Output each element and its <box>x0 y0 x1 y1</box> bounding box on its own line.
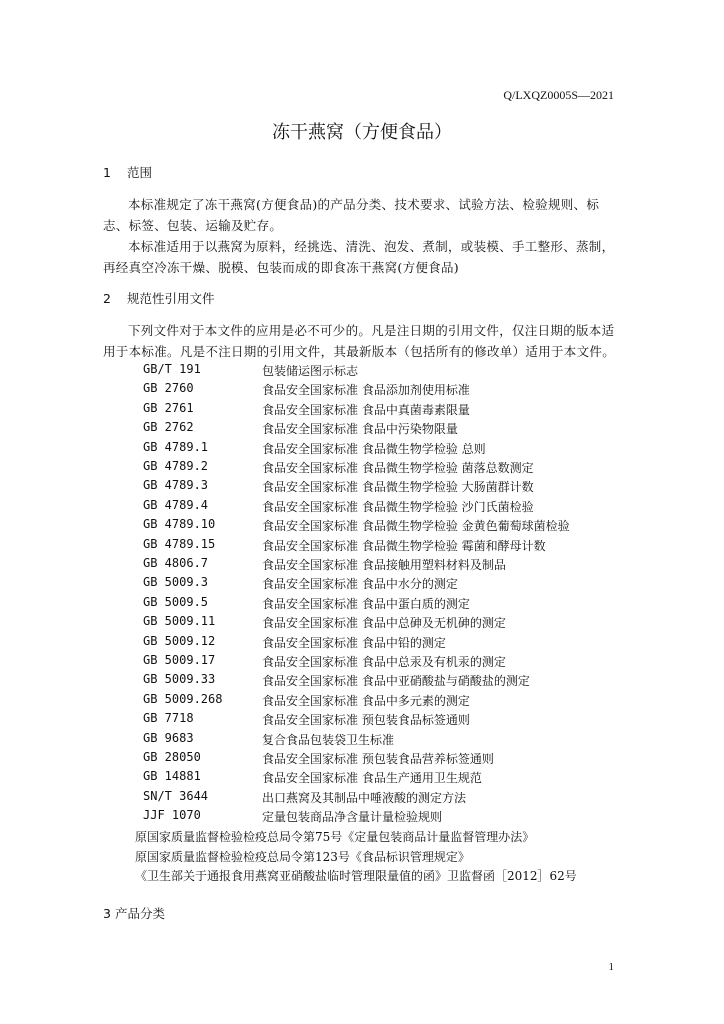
reference-code: GB 2762 <box>143 420 194 435</box>
reference-title: 食品安全国家标准 食品中污染物限量 <box>262 422 458 437</box>
reference-title: 食品安全国家标准 食品微生物学检验 大肠菌群计数 <box>262 480 534 495</box>
references-intro: 下列文件对于本文件的应用是必不可少的。凡是注日期的引用文件，仅注日期的版本适用于本标准。凡是不注日期的引用文件，其最新版本（包括所有的修改单）适用于本文件。 <box>103 323 616 359</box>
section-number: 3 <box>103 906 111 921</box>
reference-code: GB 5009.11 <box>143 614 216 629</box>
reference-code: GB 9683 <box>143 730 194 745</box>
section-title: 产品分类 <box>114 906 165 921</box>
extra-reference: 原国家质量监督检验检疫总局令第123号《食品标识管理规定》 <box>135 850 470 864</box>
section-heading-references <box>103 289 215 307</box>
reference-title: 食品安全国家标准 食品添加剂使用标准 <box>262 383 470 398</box>
reference-code: GB 2761 <box>143 400 194 415</box>
reference-code: GB 5009.33 <box>143 672 216 687</box>
section-number: 1 <box>103 165 111 180</box>
reference-code: GB/T 191 <box>143 362 201 376</box>
reference-code: GB 4789.4 <box>143 497 209 512</box>
reference-title: 食品安全国家标准 食品中多元素的测定 <box>262 693 470 708</box>
reference-title: 食品安全国家标准 食品微生物学检验 霉菌和酵母计数 <box>262 538 546 553</box>
reference-title: 食品安全国家标准 食品微生物学检验 金黄色葡萄球菌检验 <box>262 519 570 534</box>
reference-title: 食品安全国家标准 食品中亚硝酸盐与硝酸盐的测定 <box>262 674 530 689</box>
reference-title: 复合食品包装袋卫生标准 <box>262 732 395 747</box>
section-title: 规范性引用文件 <box>127 291 215 306</box>
reference-code: GB 4789.10 <box>143 517 216 532</box>
reference-title: 包装储运图示标志 <box>262 364 359 378</box>
reference-code: GB 5009.17 <box>143 653 216 667</box>
document-code: Q/LXQZ0005S—2021 <box>503 88 614 102</box>
page-title: 冻干燕窝（方便食品） <box>272 122 452 143</box>
reference-code: GB 14881 <box>143 769 201 784</box>
reference-title: 食品安全国家标准 食品生产通用卫生规范 <box>262 771 482 786</box>
reference-title: 食品安全国家标准 食品微生物学检验 总则 <box>262 441 486 456</box>
reference-code: GB 4789.15 <box>143 536 216 551</box>
reference-code: GB 4789.3 <box>143 478 209 493</box>
reference-title: 食品安全国家标准 食品微生物学检验 菌落总数测定 <box>262 461 534 475</box>
section-title: 范围 <box>127 165 153 180</box>
scope-paragraph: 本标准规定了冻干燕窝(方便食品)的产品分类、技术要求、试验方法、检验规则、标志、标签、包装、运输及贮存。 <box>103 197 600 233</box>
scope-paragraph: 本标准适用于以燕窝为原料，经挑选、清洗、泡发、煮制，或装模、手工整形、蒸制，再经真空冷冻干燥、脱模、包装而成的即食冻干燕窝(方便食品) <box>103 239 615 275</box>
reference-code: GB 5009.12 <box>143 633 216 648</box>
reference-title: 食品安全国家标准 食品中水分的测定 <box>262 577 458 592</box>
section-heading-classification <box>103 904 165 922</box>
reference-title: 食品安全国家标准 食品接触用塑料材料及制品 <box>262 558 506 572</box>
reference-code: GB 7718 <box>143 711 194 726</box>
reference-title: 食品安全国家标准 预包装食品营养标签通则 <box>262 752 494 766</box>
section-number: 2 <box>103 291 111 306</box>
reference-code: GB 2760 <box>143 381 194 396</box>
reference-code: GB 4806.7 <box>143 556 209 570</box>
reference-code: GB 5009.5 <box>143 594 209 609</box>
extra-reference: 原国家质量监督检验检疫总局令第75号《定量包装商品计量监督管理办法》 <box>135 830 535 844</box>
reference-title: 出口燕窝及其制品中唾液酸的测定方法 <box>262 790 467 805</box>
reference-code: GB 5009.3 <box>143 575 209 590</box>
reference-code: GB 5009.268 <box>143 691 223 706</box>
reference-title: 食品安全国家标准 预包装食品标签通则 <box>262 713 470 728</box>
extra-reference: 《卫生部关于通报食用燕窝亚硝酸盐临时管理限量值的函》卫监督函［2012］62号 <box>135 869 577 883</box>
page-number: 1 <box>608 961 614 973</box>
reference-code: GB 4789.1 <box>143 439 209 454</box>
reference-title: 食品安全国家标准 食品中蛋白质的测定 <box>262 596 470 611</box>
section-heading-scope <box>103 163 152 181</box>
reference-code: GB 4789.2 <box>143 459 209 473</box>
reference-title: 定量包装商品净含量计量检验规则 <box>262 810 443 825</box>
reference-title: 食品安全国家标准 食品微生物学检验 沙门氏菌检验 <box>262 499 534 514</box>
reference-code: JJF 1070 <box>143 808 201 823</box>
reference-title: 食品安全国家标准 食品中真菌毒素限量 <box>262 402 470 417</box>
reference-title: 食品安全国家标准 食品中铅的测定 <box>262 635 446 650</box>
reference-code: GB 28050 <box>143 750 201 764</box>
reference-code: SN/T 3644 <box>143 788 209 803</box>
reference-title: 食品安全国家标准 食品中总汞及有机汞的测定 <box>262 655 506 669</box>
reference-title: 食品安全国家标准 食品中总砷及无机砷的测定 <box>262 616 506 631</box>
